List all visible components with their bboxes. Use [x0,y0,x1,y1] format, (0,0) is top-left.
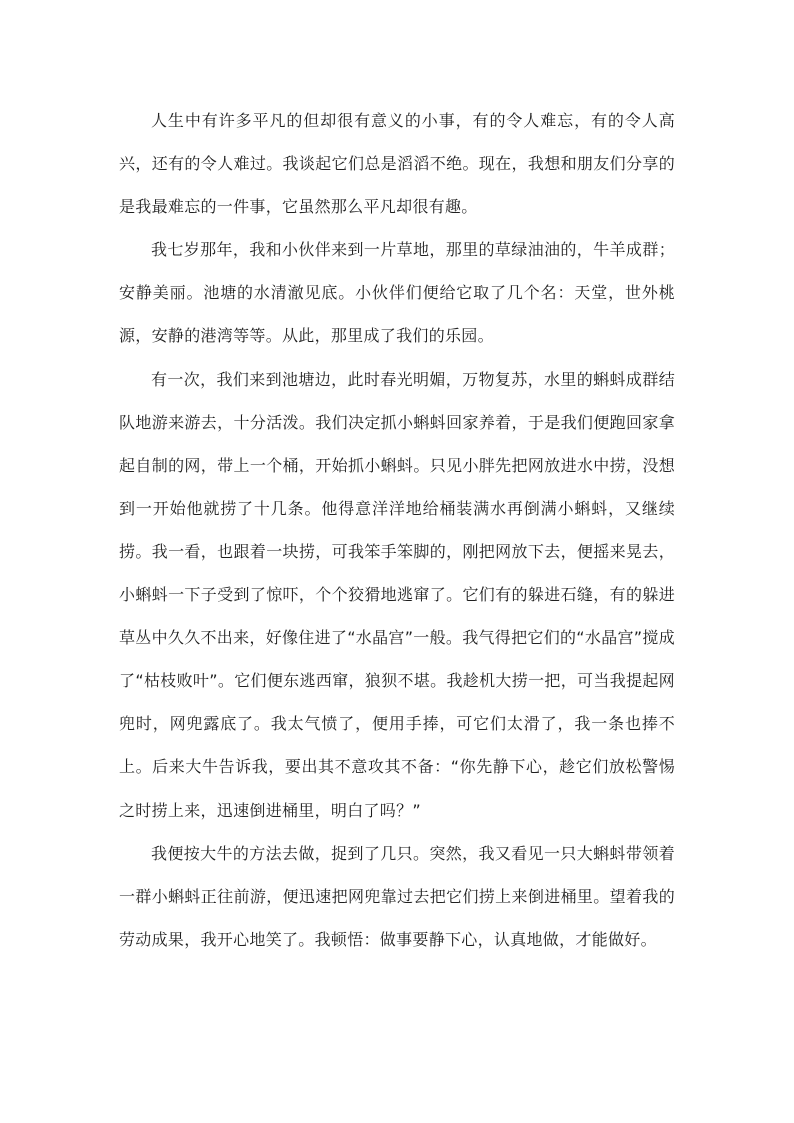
paragraph-3: 有一次，我们来到池塘边，此时春光明媚，万物复苏，水里的蝌蚪成群结队地游来游去，十分活泼。我们决定抓小蝌蚪回家养着，于是我们便跑回家拿起自制的网，带上一个桶，开始抓小蝌蚪。只见小胖先把网放进水中捞，没想到一开始他就捞了十几条。他得意洋洋地给桶装满水再倒满小蝌蚪，又继续捞。我一看，也跟着一块捞，可我笨手笨脚的，刚把网放下去，便摇来晃去，小蝌蚪一下子受到了惊吓，个个狡猾地逃窜了。它们有的躲进石缝，有的躲进草丛中久久不出来，好像住进了“水晶宫”一般。我气得把它们的“水晶宫”搅成了“枯枝败叶”。它们便东逃西窜，狼狈不堪。我趁机大捞一把，可当我提起网兜时，网兜露底了。我太气愤了，便用手捧，可它们太滑了，我一条也捧不上。后来大牛告诉我，要出其不意攻其不备：“你先静下心，趁它们放松警惕之时捞上来，迅速倒进桶里，明白了吗？” [119,369,675,820]
essay-body [119,99,675,961]
paragraph-4: 我便按大牛的方法去做，捉到了几只。突然，我又看见一只大蝌蚪带领着一群小蝌蚪正往前游，便迅速把网兜靠过去把它们捞上来倒进桶里。望着我的劳动成果，我开心地笑了。我顿悟：做事要静下心，认真地做，才能做好。 [119,843,675,949]
paragraph-2: 我七岁那年，我和小伙伴来到一片草地，那里的草绿油油的，牛羊成群；安静美丽。池塘的水清澈见底。小伙伴们便给它取了几个名：天堂，世外桃源，安静的港湾等等。从此，那里成了我们的乐园。 [119,240,675,346]
paragraph-1: 人生中有许多平凡的但却很有意义的小事，有的令人难忘，有的令人高兴，还有的令人难过。我谈起它们总是滔滔不绝。现在，我想和朋友们分享的是我最难忘的一件事，它虽然那么平凡却很有趣。 [119,111,675,217]
